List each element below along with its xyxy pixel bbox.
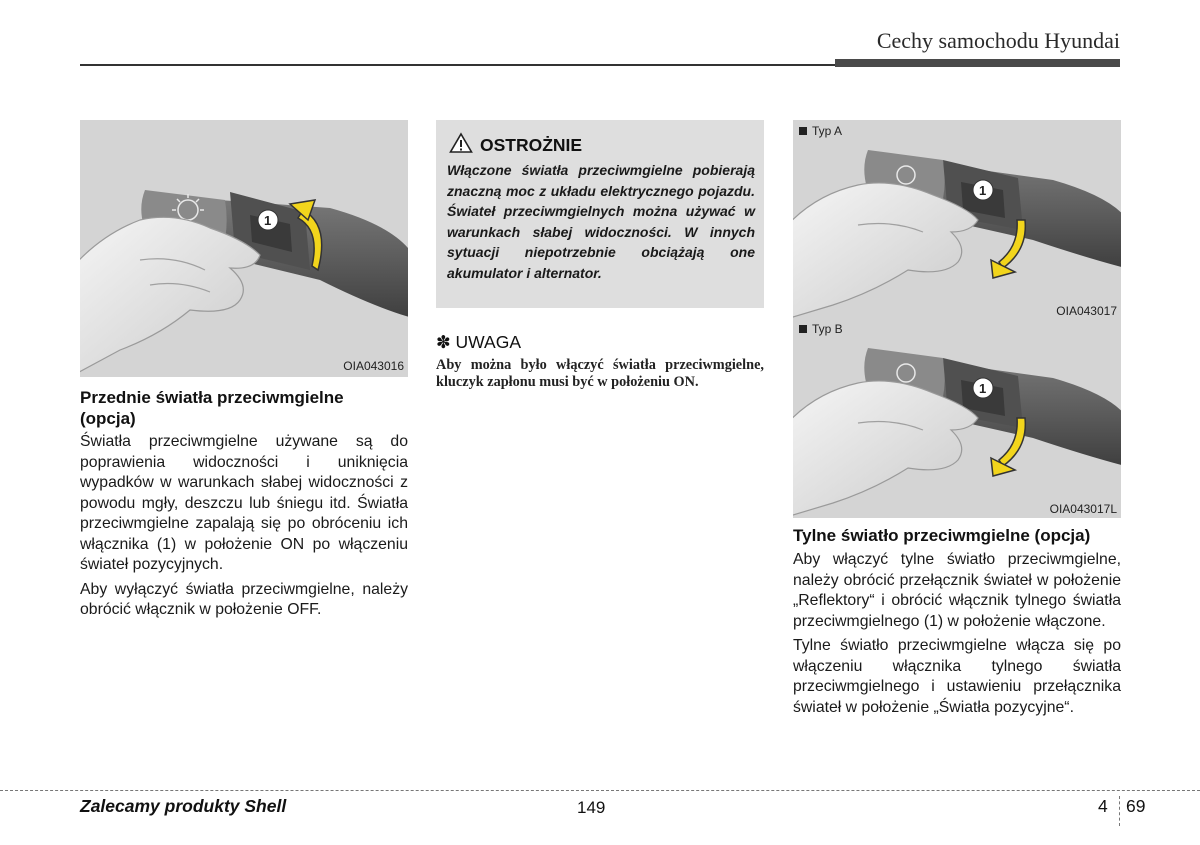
header-rule-accent bbox=[835, 59, 1120, 67]
footer-rule bbox=[0, 790, 1200, 791]
badge-1: 1 bbox=[979, 381, 987, 396]
stalk-illustration bbox=[793, 120, 1121, 320]
note-asterisk-icon: ✽ bbox=[436, 332, 451, 352]
caution-box bbox=[436, 120, 764, 308]
figure-type-label: Typ B bbox=[799, 322, 843, 336]
paragraph: Tylne światło przeciwmgielne włącza się po włączeniu włącznika tylnego światła przeciwmgielnego i ustawieniu przełącznika świateł w położenie „Światła pozycyjne“. bbox=[793, 637, 1121, 716]
header-rule bbox=[80, 64, 835, 66]
chapter-number: 4 bbox=[1098, 796, 1108, 816]
figure-code: OIA043017 bbox=[1056, 304, 1117, 318]
chapter-page-number: 69 bbox=[1126, 796, 1146, 816]
rear-fog-switch-figure-b bbox=[793, 318, 1121, 518]
note-heading bbox=[436, 332, 521, 353]
rear-fog-body bbox=[793, 550, 1121, 722]
badge-1: 1 bbox=[264, 213, 272, 228]
rear-fog-switch-figure-a bbox=[793, 120, 1121, 320]
page-number: 149 bbox=[577, 798, 606, 817]
badge-1: 1 bbox=[979, 183, 987, 198]
caution-text: Włączone światła przeciwmgielne pobierają znaczną moc z układu elektrycznego pojazdu. Świateł przeciwmgielnych można używać w warunkach słabej widoczności. W innych sytuacji niepotrzebnie obciążają one akumulator i alternator. bbox=[447, 162, 755, 281]
note-title: UWAGA bbox=[455, 332, 522, 352]
footer-separator bbox=[1119, 796, 1120, 826]
figure-code: OIA043017L bbox=[1049, 502, 1117, 516]
caution-title: OSTROŻNIE bbox=[480, 135, 583, 155]
figure-code: OIA043016 bbox=[343, 359, 404, 373]
front-fog-body bbox=[80, 432, 408, 625]
section-heading-rear-fog: Tylne światło przeciwmgielne (opcja) bbox=[793, 526, 1091, 545]
paragraph: Aby wyłączyć światła przeciwmgielne, należy obrócić włącznik w położenie OFF. bbox=[80, 580, 408, 618]
stalk-illustration bbox=[80, 120, 408, 377]
footer-brand: Zalecamy produkty Shell bbox=[80, 796, 287, 816]
warning-triangle-icon bbox=[449, 132, 473, 154]
paragraph: Aby włączyć tylne światło przeciwmgielne, należy obrócić przełącznik świateł w położenie „Reflektory“ i obrócić włącznik tylnego światła przeciwmgielnego (1) w położenie włączone. bbox=[793, 551, 1121, 630]
stalk-illustration bbox=[793, 318, 1121, 518]
paragraph: Światła przeciwmgielne używane są do poprawienia widoczności i uniknięcia wypadków w warunkach słabej widoczności z powodu mgły, deszczu lub śniegu itd. Światła przeciwmgielne zapalają się po obróceniu ich włącznika (1) w położenie ON po włączeniu świateł pozycyjnych. bbox=[80, 433, 408, 573]
front-fog-switch-figure bbox=[80, 120, 408, 377]
running-header: Cechy samochodu Hyundai bbox=[876, 28, 1120, 53]
note-text: Aby można było włączyć światła przeciwmgielne, kluczyk zapłonu musi być w położeniu ON. bbox=[436, 357, 764, 390]
figure-type-label: Typ A bbox=[799, 124, 842, 138]
section-heading-front-fog: Przednie światła przeciwmgielne (opcja) bbox=[80, 388, 344, 428]
